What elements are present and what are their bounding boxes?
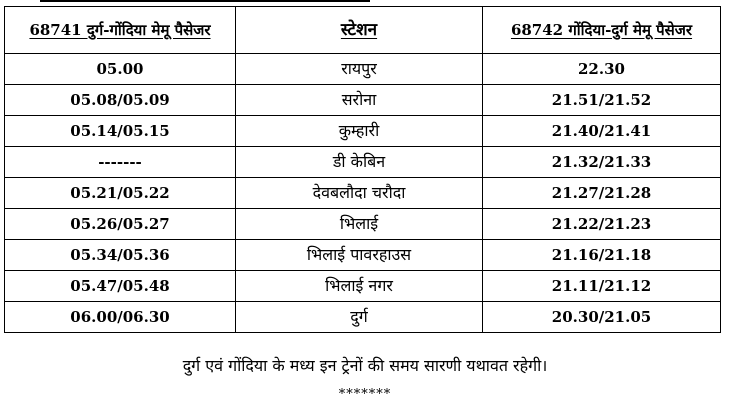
up-time: 05.00 (5, 54, 236, 85)
station-name: दुर्ग (236, 302, 483, 333)
down-time: 21.51/21.52 (483, 85, 721, 116)
table-row (5, 54, 721, 85)
up-time: ------- (5, 147, 236, 178)
end-mark: ******* (338, 387, 392, 402)
table-row (5, 116, 721, 147)
down-time: 21.11/21.12 (483, 271, 721, 302)
table-row (5, 85, 721, 116)
header-train-68742: 68742 गोंदिया-दुर्ग मेमू पैसेजर (483, 7, 721, 54)
down-time: 20.30/21.05 (483, 302, 721, 333)
station-name: भिलाई (236, 209, 483, 240)
down-time: 21.16/21.18 (483, 240, 721, 271)
station-name: रायपुर (236, 54, 483, 85)
station-name: देवबलौदा चरौदा (236, 178, 483, 209)
table-row (5, 240, 721, 271)
train-timetable (4, 6, 721, 333)
station-name: डी केबिन (236, 147, 483, 178)
footer-note: दुर्ग एवं गोंदिया के मध्य इन ट्रेनों की समय सारणी यथावत रहेगी। (182, 356, 548, 375)
down-time: 21.27/21.28 (483, 178, 721, 209)
station-name: भिलाई पावरहाउस (236, 240, 483, 271)
station-name: सरोना (236, 85, 483, 116)
up-time: 05.14/05.15 (5, 116, 236, 147)
up-time: 05.47/05.48 (5, 271, 236, 302)
up-time: 06.00/06.30 (5, 302, 236, 333)
table-row (5, 147, 721, 178)
down-time: 21.22/21.23 (483, 209, 721, 240)
up-time: 05.08/05.09 (5, 85, 236, 116)
down-time: 21.32/21.33 (483, 147, 721, 178)
top-rule (40, 0, 370, 2)
table-header-row (5, 7, 721, 54)
table-row (5, 271, 721, 302)
station-name: भिलाई नगर (236, 271, 483, 302)
table-row (5, 178, 721, 209)
header-train-68741: 68741 दुर्ग-गोंदिया मेमू पैसेजर (5, 7, 236, 54)
down-time: 21.40/21.41 (483, 116, 721, 147)
up-time: 05.34/05.36 (5, 240, 236, 271)
station-name: कुम्हारी (236, 116, 483, 147)
table-row (5, 209, 721, 240)
table-row (5, 302, 721, 333)
down-time: 22.30 (483, 54, 721, 85)
up-time: 05.21/05.22 (5, 178, 236, 209)
header-station: स्टेशन (236, 7, 483, 54)
up-time: 05.26/05.27 (5, 209, 236, 240)
